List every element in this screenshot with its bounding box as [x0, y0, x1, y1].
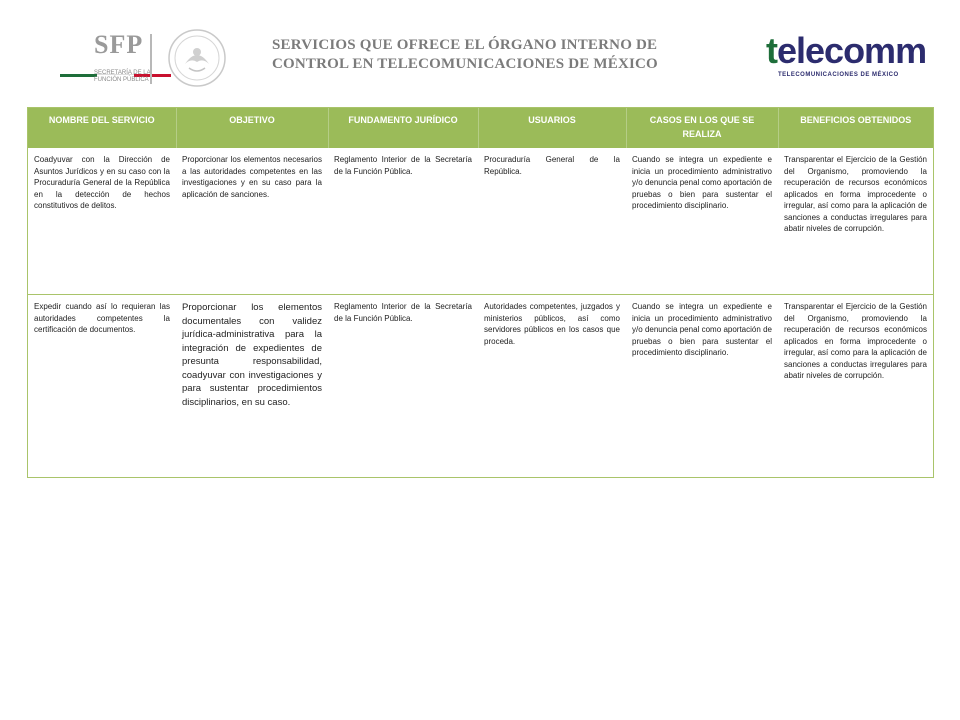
table-row	[28, 148, 933, 295]
page-title-line-2: CONTROL EN TELECOMUNICACIONES DE MÉXICO	[272, 56, 658, 72]
telecomm-initial: t	[766, 30, 777, 71]
sfp-logo	[28, 30, 151, 90]
national-seal-icon	[167, 28, 227, 88]
column-header-objective: OBJETIVO	[176, 108, 328, 148]
table-cell: Cuando se integra un expediente e inicia un procedimiento administrativo y/o denuncia penal como aportación de pruebas o bien para sustentar el procedimiento disciplinario.	[626, 148, 778, 295]
table-cell: Reglamento Interior de la Secretaría de la Función Pública.	[334, 302, 472, 323]
telecomm-logo	[766, 30, 936, 86]
telecomm-subtitle: TELECOMUNICACIONES DE MÉXICO	[778, 72, 899, 78]
table-cell: Cuando se integra un expediente e inicia un procedimiento administrativo y/o denuncia penal como aportación de pruebas o bien para sustentar el procedimiento disciplinario.	[632, 302, 772, 357]
table-cell: Proporcionar los elementos necesarios a las autoridades competentes en las investigaciones y en su caso para la aplicación de sanciones.	[176, 148, 328, 295]
telecomm-wordmark	[766, 30, 926, 72]
sfp-subtitle: SECRETARÍA DE LA FUNCIÓN PÚBLICA	[94, 70, 151, 83]
telecomm-word: elecomm	[777, 30, 927, 71]
column-header-cases: CASOS EN LOS QUE SE REALIZA	[626, 108, 778, 148]
column-header-users: USUARIOS	[478, 108, 626, 148]
table-cell: Reglamento Interior de la Secretaría de la Función Pública.	[328, 148, 478, 295]
table-row	[28, 295, 933, 478]
table-cell: Proporcionar los elementos documentales con validez jurídica-administrativa para la integración de expedientes de presunta responsabilidad, coadyuvar con investigaciones y para sustentar procedimientos disciplinarios, en su caso.	[182, 302, 322, 408]
table-cell: Coadyuvar con la Dirección de Asuntos Jurídicos y en su caso con la Procuraduría General de la República en la detección de hechos constitutivos de delitos.	[28, 148, 176, 295]
page-header	[0, 0, 960, 100]
column-header-legal-basis: FUNDAMENTO JURÍDICO	[328, 108, 478, 148]
sfp-acronym: SFP	[94, 30, 144, 59]
page-title-line-1: SERVICIOS QUE OFRECE EL ÓRGANO INTERNO DE	[272, 37, 658, 53]
page-title	[272, 36, 692, 74]
column-header-service-name: NOMBRE DEL SERVICIO	[28, 108, 176, 148]
services-table	[27, 107, 934, 478]
table-cell: Transparentar el Ejercicio de la Gestión del Organismo, promoviendo la recuperación de recursos económicos aplicados en forma improcedente o irregular, así como para la aplicación de sanciones a conductas irregulares para abatir niveles de corrupción.	[784, 302, 927, 380]
table-cell: Transparentar el Ejercicio de la Gestión del Organismo, promoviendo la recuperación de recursos económicos aplicados en forma improcedente o irregular, así como para la aplicación de sanciones a conductas irregulares para abatir niveles de corrupción.	[778, 148, 933, 295]
table-cell: Autoridades competentes, juzgados y ministerios públicos, así como servidores públicos en los casos que proceda.	[484, 302, 620, 346]
table-cell: Expedir cuando así lo requieran las autoridades competentes la certificación de documentos.	[34, 302, 170, 334]
header-divider	[150, 34, 152, 84]
table-cell: Procuraduría General de la República.	[478, 148, 626, 295]
table-header-row	[28, 108, 933, 148]
flag-stripe	[60, 64, 172, 67]
column-header-benefits: BENEFICIOS OBTENIDOS	[778, 108, 933, 148]
